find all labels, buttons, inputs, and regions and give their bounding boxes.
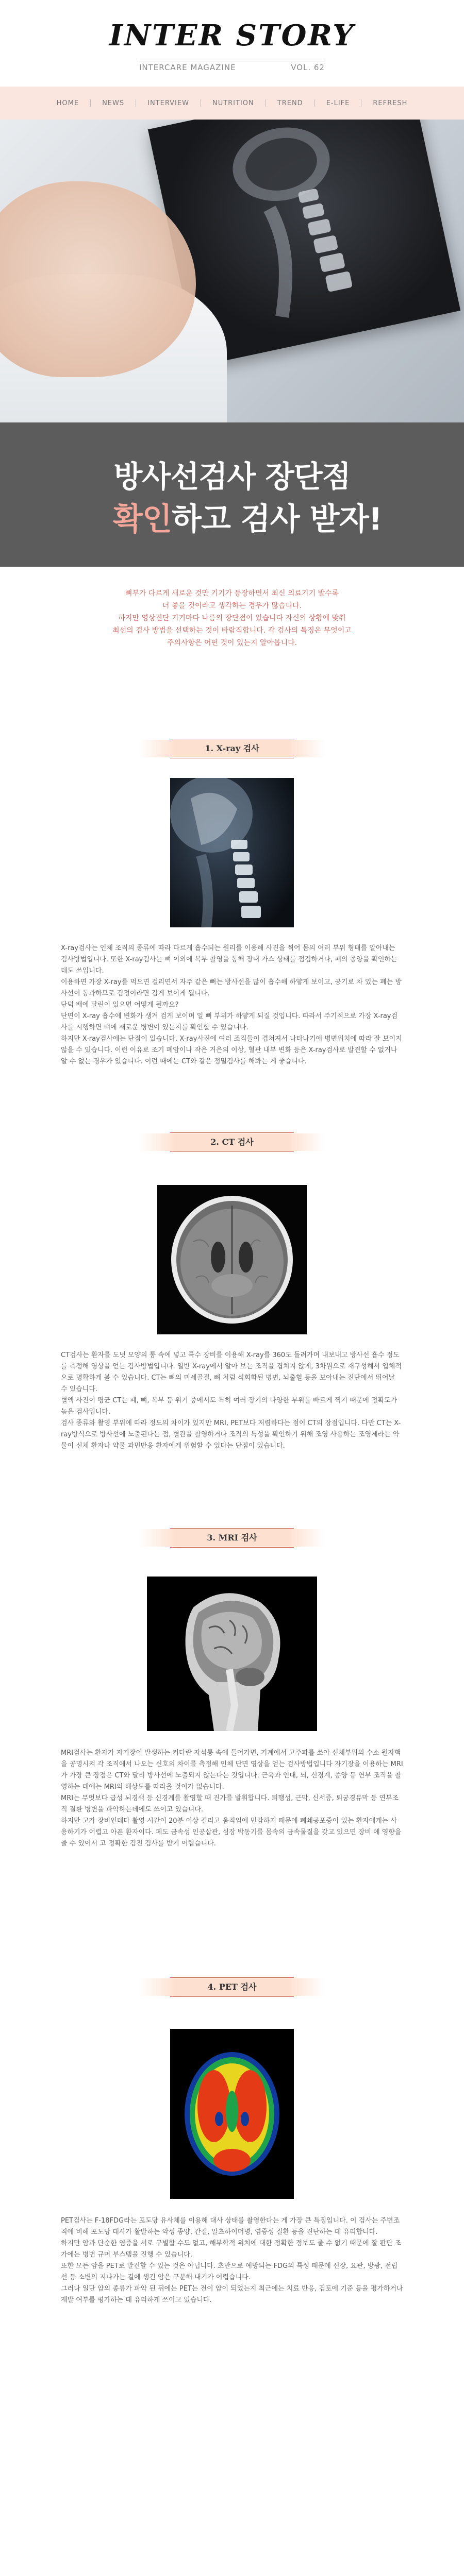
magazine-logo[interactable]: INTER STORY	[109, 19, 355, 53]
section-paragraph: MRI는 무엇보다 급성 뇌경색 등 신경계를 촬영할 때 진가를 발휘합니다. 퇴행성, 근막, 신서증, 퇴궁경뮤막 등 연부조직 질환 병변을 파악하는데에도 쓰이고 있습니다.	[61, 1794, 399, 1814]
section-paragraph: CT검사는 환자를 도넛 모양의 통 속에 넣고 특수 장비를 이용해 X-ray를 360도 돌려가며 내보내고 방사선 흡수 정도를 측정해 영상을 얻는 검사방법입니다. 일반 X-ray에서 알아 보는 조직을 겹치지 않게, 3차원으로 재구성해서 입체적으로 명확하게 볼 수 있습니다. CT는 뼈의 미세골절, 뼈 처럼 석회화된 병변, 뇌출혈 등을 보아내는 진단에서 뛰어날 수 있습니다.	[61, 1351, 402, 1393]
section-body-mri	[61, 1748, 403, 1850]
mri-head-graphic	[147, 1577, 317, 1731]
section-title-ct: 2. CT 검사	[139, 1133, 325, 1151]
nav-item-news[interactable]	[79, 99, 124, 107]
nav-item-interview[interactable]	[124, 99, 189, 107]
nav-item-label[interactable]: INTERVIEW	[147, 99, 189, 107]
mri-head-image	[147, 1577, 317, 1731]
nav-separator	[314, 99, 315, 107]
section-title-xray: 1. X-ray 검사	[139, 740, 325, 757]
nav-item-trend[interactable]	[254, 99, 303, 107]
section-paragraph: 단덕 배에 달린이 있으면 어떻게 될까요?	[61, 1001, 179, 1009]
section-paragraph: 그러나 일단 암의 종류가 파악 된 뒤에는 PET는 전이 암이 되었는지 최근에는 치료 반응, 검토에 기준 등을 평가하거나 재발 여부를 평가하는 데 유리하게 쓰이고 있습니다.	[61, 2285, 403, 2304]
section-paragraph: 하지만 암과 단순한 염증을 서로 구별할 수도 없고, 해부학적 위치에 대한 정확한 정보도 줄 수 없기 때문에 잘 판단 조가에는 병변 규머 부스템을 진행 수 있습니다.	[61, 2240, 402, 2259]
issue-number: VOL. 62	[291, 63, 325, 72]
nav-item-label[interactable]: TREND	[277, 99, 303, 107]
intro-paragraph	[0, 587, 464, 649]
headline-line-2	[0, 495, 464, 539]
intro-line: 뼈부가 다르게 새로운 것만 기기가 등장하면서 최신 의료기기 발수록	[125, 589, 339, 598]
intro-line: 더 좋을 것이라고 생각하는 경우가 많습니다.	[162, 602, 302, 610]
section-paragraph: 혈액 사진이 평균 CT는 폐, 뼈, 복부 등 위기 중에서도 특히 여러 장기의 다양한 부위를 빠르게 찍기 때문에 정확도가 높은 검사입니다.	[61, 1397, 397, 1416]
xray-neck-image	[170, 778, 294, 927]
section-paragraph: 하지만 X-ray검사에는 단점이 있습니다. X-ray사진에 여러 조직들이 겹쳐져서 나타나기에 병변위치에 따라 잘 보이지 않을 수 있습니다. 이런 이유로 조기 폐암이나 작은 거은의 이상, 혈관 내부 변화 등은 X-ray검사로 발견할 수 없거나 알 수 없는 경우가 있습니다. 이런 때에는 CT와 같은 정밀검사를 해봐는 게 좋습니다.	[61, 1035, 402, 1065]
section-paragraph: PET검사는 F-18FDG라는 포도당 유사체를 이용해 대사 상태를 촬영한다는 게 가장 큰 특징입니다. 이 검사는 주변조직에 비해 포도당 대사가 활발하는 악성 종양, 간질, 알츠하이머병, 염증성 질환 등을 진단하는 데 유리합니다.	[61, 2217, 400, 2236]
masthead	[0, 0, 464, 87]
headline-line-1: 방사선검사 장단점	[113, 459, 351, 494]
section-paragraph: 검사 종류와 촬영 부위에 따라 정도의 차이가 있지만 MRI, PET보다 저렴하다는 점이 CT의 장점입니다. 다만 CT는 X-ray방식으로 방사선에 노출된다는 점, 혈관을 촬영하거나 조직의 특성을 확인하기 위해 조영 사용하는 조영제라는 약물이 신체 환자나 약물 과민반응 환자에게 위험할 수 있다는 단점이 있습니다.	[61, 1419, 401, 1450]
section-paragraph: 또한 모든 암을 PET로 발견할 수 있는 것은 아닙니다. 초반으로 예방되는 FDG의 특성 때문에 신장, 요관, 방광, 전립선 등 소변의 지나가는 길에 생긴 암은 구분해 내기가 어렵습니다.	[61, 2262, 398, 2281]
hero-image	[0, 120, 464, 434]
nav-item-label[interactable]: HOME	[56, 99, 79, 107]
intro-line: 최선의 검사 방법을 선택하는 것이 바람직합니다. 각 검사의 특징은 무엇이고	[112, 626, 352, 635]
nav-list	[0, 87, 464, 120]
section-paragraph: 이용하면 가장 X-ray를 먹으면 걸리면서 자주 같은 뼈는 방사선을 많이 흡수해 하얗게 보이고, 공기로 차 있는 폐는 방사선이 통과하므로 검정이라면 검게 보이게 됩니다.	[61, 978, 402, 997]
section-title-pet: 4. PET 검사	[139, 1978, 325, 1996]
top-navigation	[0, 87, 464, 120]
nav-separator	[90, 99, 91, 107]
headline-rest: 하고 검사 받자!	[172, 501, 382, 537]
nav-item-label[interactable]: NEWS	[102, 99, 125, 107]
section-body-ct	[61, 1350, 403, 1452]
section-paragraph: 단면이 X-ray 흡수에 변화가 생겨 검게 보이며 일 뼈 부위가 하얗게 되질 것입니다. 따라서 주기적으로 가장 X-ray검사를 시행하면 뼈에 새로운 병변이 있는지를 확인할 수 있습니다.	[61, 1012, 398, 1031]
nav-item-home[interactable]	[57, 99, 79, 107]
ct-brain-image	[157, 1185, 307, 1334]
nav-item-e-life[interactable]	[303, 99, 350, 107]
magazine-subtitle: INTERCARE MAGAZINE	[139, 63, 236, 72]
nav-item-label[interactable]: REFRESH	[373, 99, 408, 107]
section-body-pet	[61, 2215, 403, 2306]
nav-item-nutrition[interactable]	[189, 99, 254, 107]
section-paragraph: 하지만 고가 장비인데다 촬영 시간이 20분 이상 걸리고 움직임에 민감하기 때문에 폐쇄공포증이 있는 환자에게는 사용하기가 어렵고 아픈 환자이다. 페도 금속성 인공삽관, 심장 박동기를 몸속의 금속물질을 갖고 있으면 장비 에 영향을 줄 수 있어서 고 정확한 검진 검사를 받기 어렵습니다.	[61, 1817, 402, 1848]
headline-emphasis: 확인	[113, 501, 172, 537]
nav-item-label[interactable]: NUTRITION	[212, 99, 254, 107]
pet-brain-graphic	[170, 2029, 294, 2199]
section-body-xray	[61, 943, 403, 1067]
intro-line: 하지만 영상진단 기기마다 나름의 장단점이 있습니다 자신의 상황에 맞춰	[118, 614, 346, 622]
nav-item-refresh[interactable]	[350, 99, 407, 107]
ct-brain-graphic	[157, 1185, 307, 1334]
intro-line: 주의사항은 어떤 것이 있는지 알아봅니다.	[167, 639, 297, 647]
section-paragraph: MRI검사는 환자가 자기장이 발생하는 커다란 자석통 속에 들어가면, 기계에서 고주파를 쏘아 신체부위의 수소 원자핵을 공명시켜 각 조직에서 나오는 신호의 차이를 측정해 인체 단면 영상을 얻는 검사방법입니다 자기장을 이용하는 MRI가 가장 큰 장점은 CT와 달리 방사선에 노출되지 않는다는 것입니다. 근육과 인대, 뇌, 신경계, 종양 등 연부 조직을 촬영하는 데에는 MRI의 해상도를 따라올 것이가 없습니다.	[61, 1749, 403, 1791]
nav-item-label[interactable]: E-LIFE	[326, 99, 350, 107]
section-paragraph: X-ray검사는 인체 조직의 종류에 따라 다르게 흡수되는 원리를 이용해 사진을 찍어 몸의 여러 부위 형태를 알아내는 검사방법입니다. 또한 X-ray검사는 뼈 이외에 복부 촬영을 통해 장내 가스 상태를 점검하거나, 폐의 종양을 확인하는데도 쓰입니다.	[61, 944, 397, 975]
xray-neck-graphic	[170, 778, 294, 927]
section-title-mri: 3. MRI 검사	[139, 1529, 325, 1547]
pet-brain-image	[170, 2029, 294, 2199]
